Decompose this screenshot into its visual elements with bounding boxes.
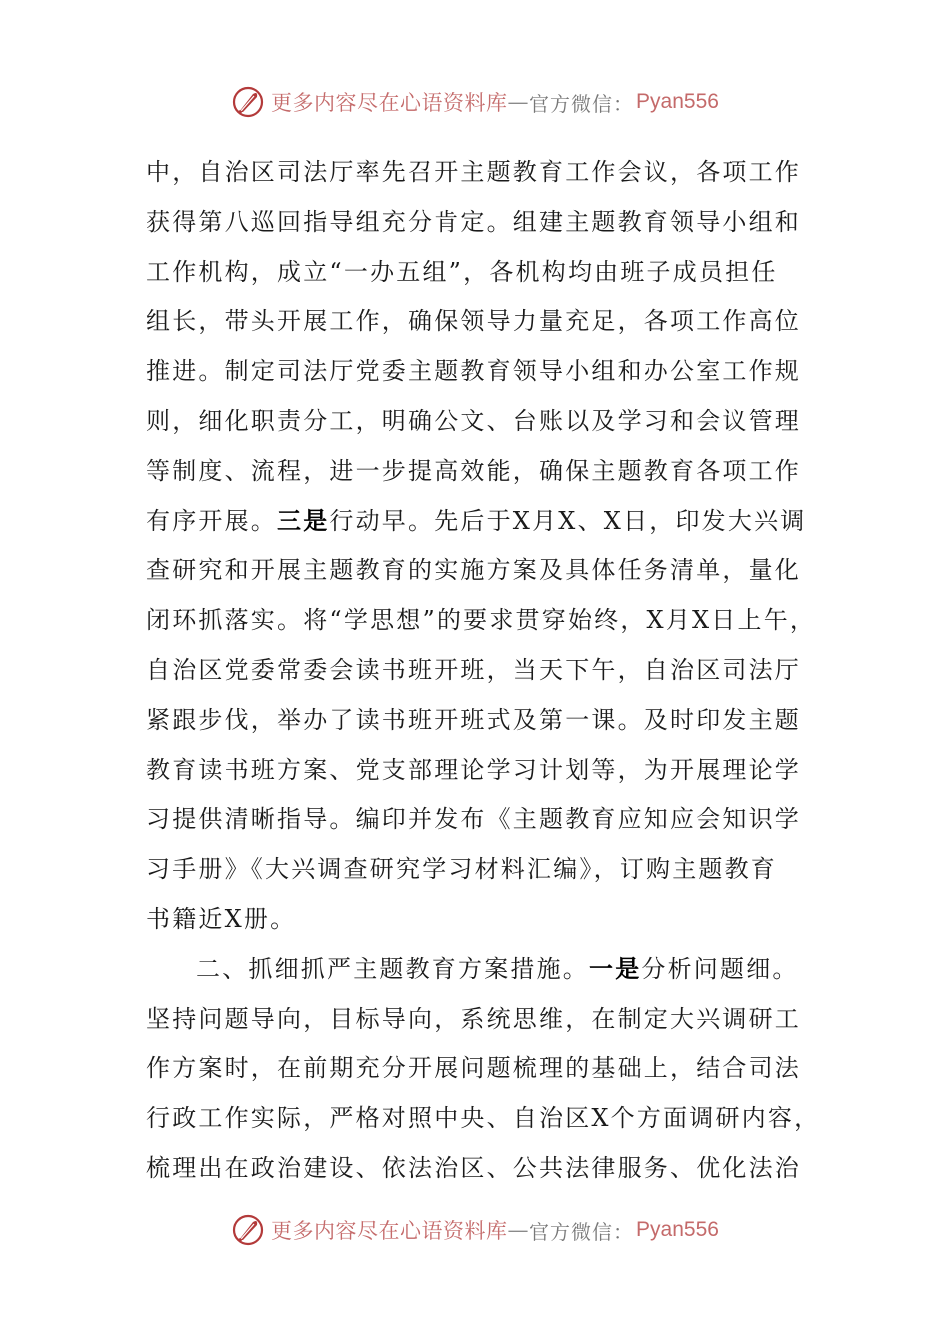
text-line [146, 646, 826, 696]
banner-text: 更多内容尽在心语资料库 [271, 1219, 508, 1243]
banner-dash: — [507, 90, 530, 114]
text-segment: 书籍近X册。 [146, 904, 297, 933]
text-segment: 闭环抓落实。将“学思想”的要求贯穿始终，X月X日上午， [146, 606, 817, 635]
text-line [146, 845, 826, 895]
banner-dash: — [507, 1218, 530, 1242]
text-line [146, 1144, 826, 1194]
text-segment: 则，细化职责分工，明确公文、台账以及学习和会议管理 [146, 406, 801, 435]
text-line [146, 1094, 826, 1144]
text-line [146, 297, 826, 347]
banner-wechat-id: Pyan556 [636, 1218, 719, 1241]
text-segment: 工作机构，成立“一办五组”，各机构均由班子成员担任 [146, 257, 778, 286]
text-line [146, 497, 826, 547]
text-line [146, 995, 826, 1045]
text-segment: 教育读书班方案、党支部理论学习计划等，为开展理论学 [146, 755, 801, 784]
text-line [146, 945, 826, 995]
text-line [146, 248, 826, 298]
banner-text: 更多内容尽在心语资料库 [271, 91, 508, 115]
text-segment: 组长，带头开展工作，确保领导力量充足，各项工作高位 [146, 307, 801, 336]
document-body [146, 148, 826, 1194]
text-segment: 紧跟步伐，举办了读书班开班式及第一课。及时印发主题 [146, 705, 801, 734]
text-line [146, 746, 826, 796]
text-segment: 等制度、流程，进一步提高效能，确保主题教育各项工作 [146, 456, 801, 485]
text-line [146, 795, 826, 845]
text-line [146, 895, 826, 945]
text-line [146, 148, 826, 198]
header-watermark-banner [0, 80, 950, 124]
text-segment: 习手册》《大兴调查研究学习材料汇编》，订购主题教育 [146, 855, 777, 884]
text-segment: 获得第八巡回指导组充分肯定。组建主题教育领导小组和 [146, 207, 801, 236]
quill-logo-icon [231, 85, 265, 119]
banner-wechat-id: Pyan556 [636, 90, 719, 113]
text-segment: 习提供清晰指导。编印并发布《主题教育应知应会知识学 [146, 805, 801, 834]
text-line [146, 546, 826, 596]
text-line [146, 696, 826, 746]
quill-logo-icon [231, 1213, 265, 1247]
text-segment: 二、抓细抓严主题教育方案措施。 [196, 954, 589, 983]
text-line [146, 397, 826, 447]
text-segment: 行政工作实际，严格对照中央、自治区X个方面调研内容， [146, 1104, 821, 1133]
banner-wechat-label: 官方微信： [529, 91, 635, 116]
text-line [146, 1044, 826, 1094]
text-segment: 行动早。先后于X月X、X日，印发大兴调 [329, 506, 807, 535]
text-line [146, 447, 826, 497]
text-line [146, 198, 826, 248]
text-segment: 梳理出在政治建设、依法治区、公共法律服务、优化法治 [146, 1153, 801, 1182]
text-segment: 有序开展。 [146, 506, 277, 535]
text-segment: 自治区党委常委会读书班开班，当天下午，自治区司法厅 [146, 655, 801, 684]
text-segment: 查研究和开展主题教育的实施方案及具体任务清单，量化 [146, 556, 801, 585]
bold-emphasis: 一是 [589, 954, 642, 983]
text-segment: 推进。制定司法厅党委主题教育领导小组和办公室工作规 [146, 357, 801, 386]
text-segment: 分析问题细。 [641, 954, 799, 983]
text-segment: 坚持问题导向，目标导向，系统思维，在制定大兴调研工 [146, 1004, 801, 1033]
bold-emphasis: 三是 [277, 506, 330, 535]
banner-wechat-label: 官方微信： [529, 1219, 635, 1244]
footer-watermark-banner [0, 1208, 950, 1252]
text-segment: 中，自治区司法厅率先召开主题教育工作会议，各项工作 [146, 158, 801, 186]
text-segment: 作方案时，在前期充分开展问题梳理的基础上，结合司法 [146, 1054, 801, 1083]
text-line [146, 347, 826, 397]
text-line [146, 596, 826, 646]
